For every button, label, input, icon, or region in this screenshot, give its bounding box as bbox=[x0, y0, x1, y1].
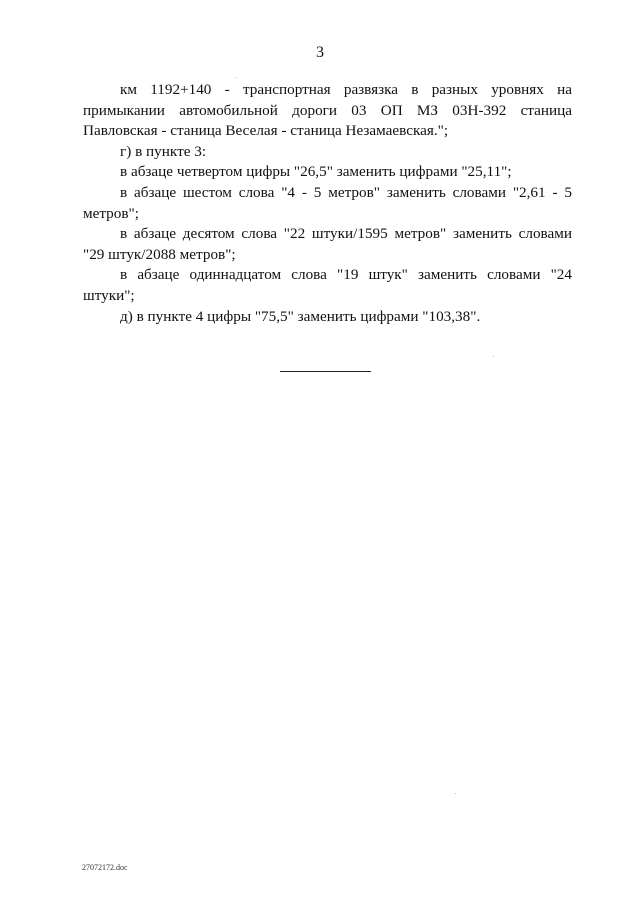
scan-speck bbox=[235, 77, 236, 78]
document-body bbox=[83, 80, 572, 327]
paragraph-fourth-abzac: в абзаце четвертом цифры "26,5" заменить цифрами "25,11"; bbox=[120, 163, 512, 181]
paragraph-interchange: км 1192+140 - транспортная развязка в разных уровнях на примыкании автомобильной дороги 03 ОП МЗ 03Н-392 станица Павловская - станица Веселая - станица Незамаевская."; bbox=[83, 81, 572, 140]
section-divider bbox=[280, 371, 371, 372]
paragraph-item-g: г) в пункте 3: bbox=[120, 142, 207, 160]
page-number: 3 bbox=[316, 44, 324, 61]
document-file-code: 27072172.doc bbox=[82, 863, 128, 872]
paragraph-item-d: д) в пункте 4 цифры "75,5" заменить цифрами "103,38". bbox=[120, 307, 481, 325]
paragraph-sixth-abzac: в абзаце шестом слова "4 - 5 метров" заменить словами "2,61 - 5 метров"; bbox=[83, 183, 572, 222]
scan-speck bbox=[455, 793, 456, 794]
paragraph-eleventh-abzac: в абзаце одиннадцатом слова "19 штук" заменить словами "24 штуки"; bbox=[83, 266, 572, 304]
paragraph-tenth-abzac: в абзаце десятом слова "22 штуки/1595 метров" заменить словами "29 штук/2088 метров"; bbox=[83, 225, 572, 263]
scan-speck bbox=[493, 356, 494, 357]
